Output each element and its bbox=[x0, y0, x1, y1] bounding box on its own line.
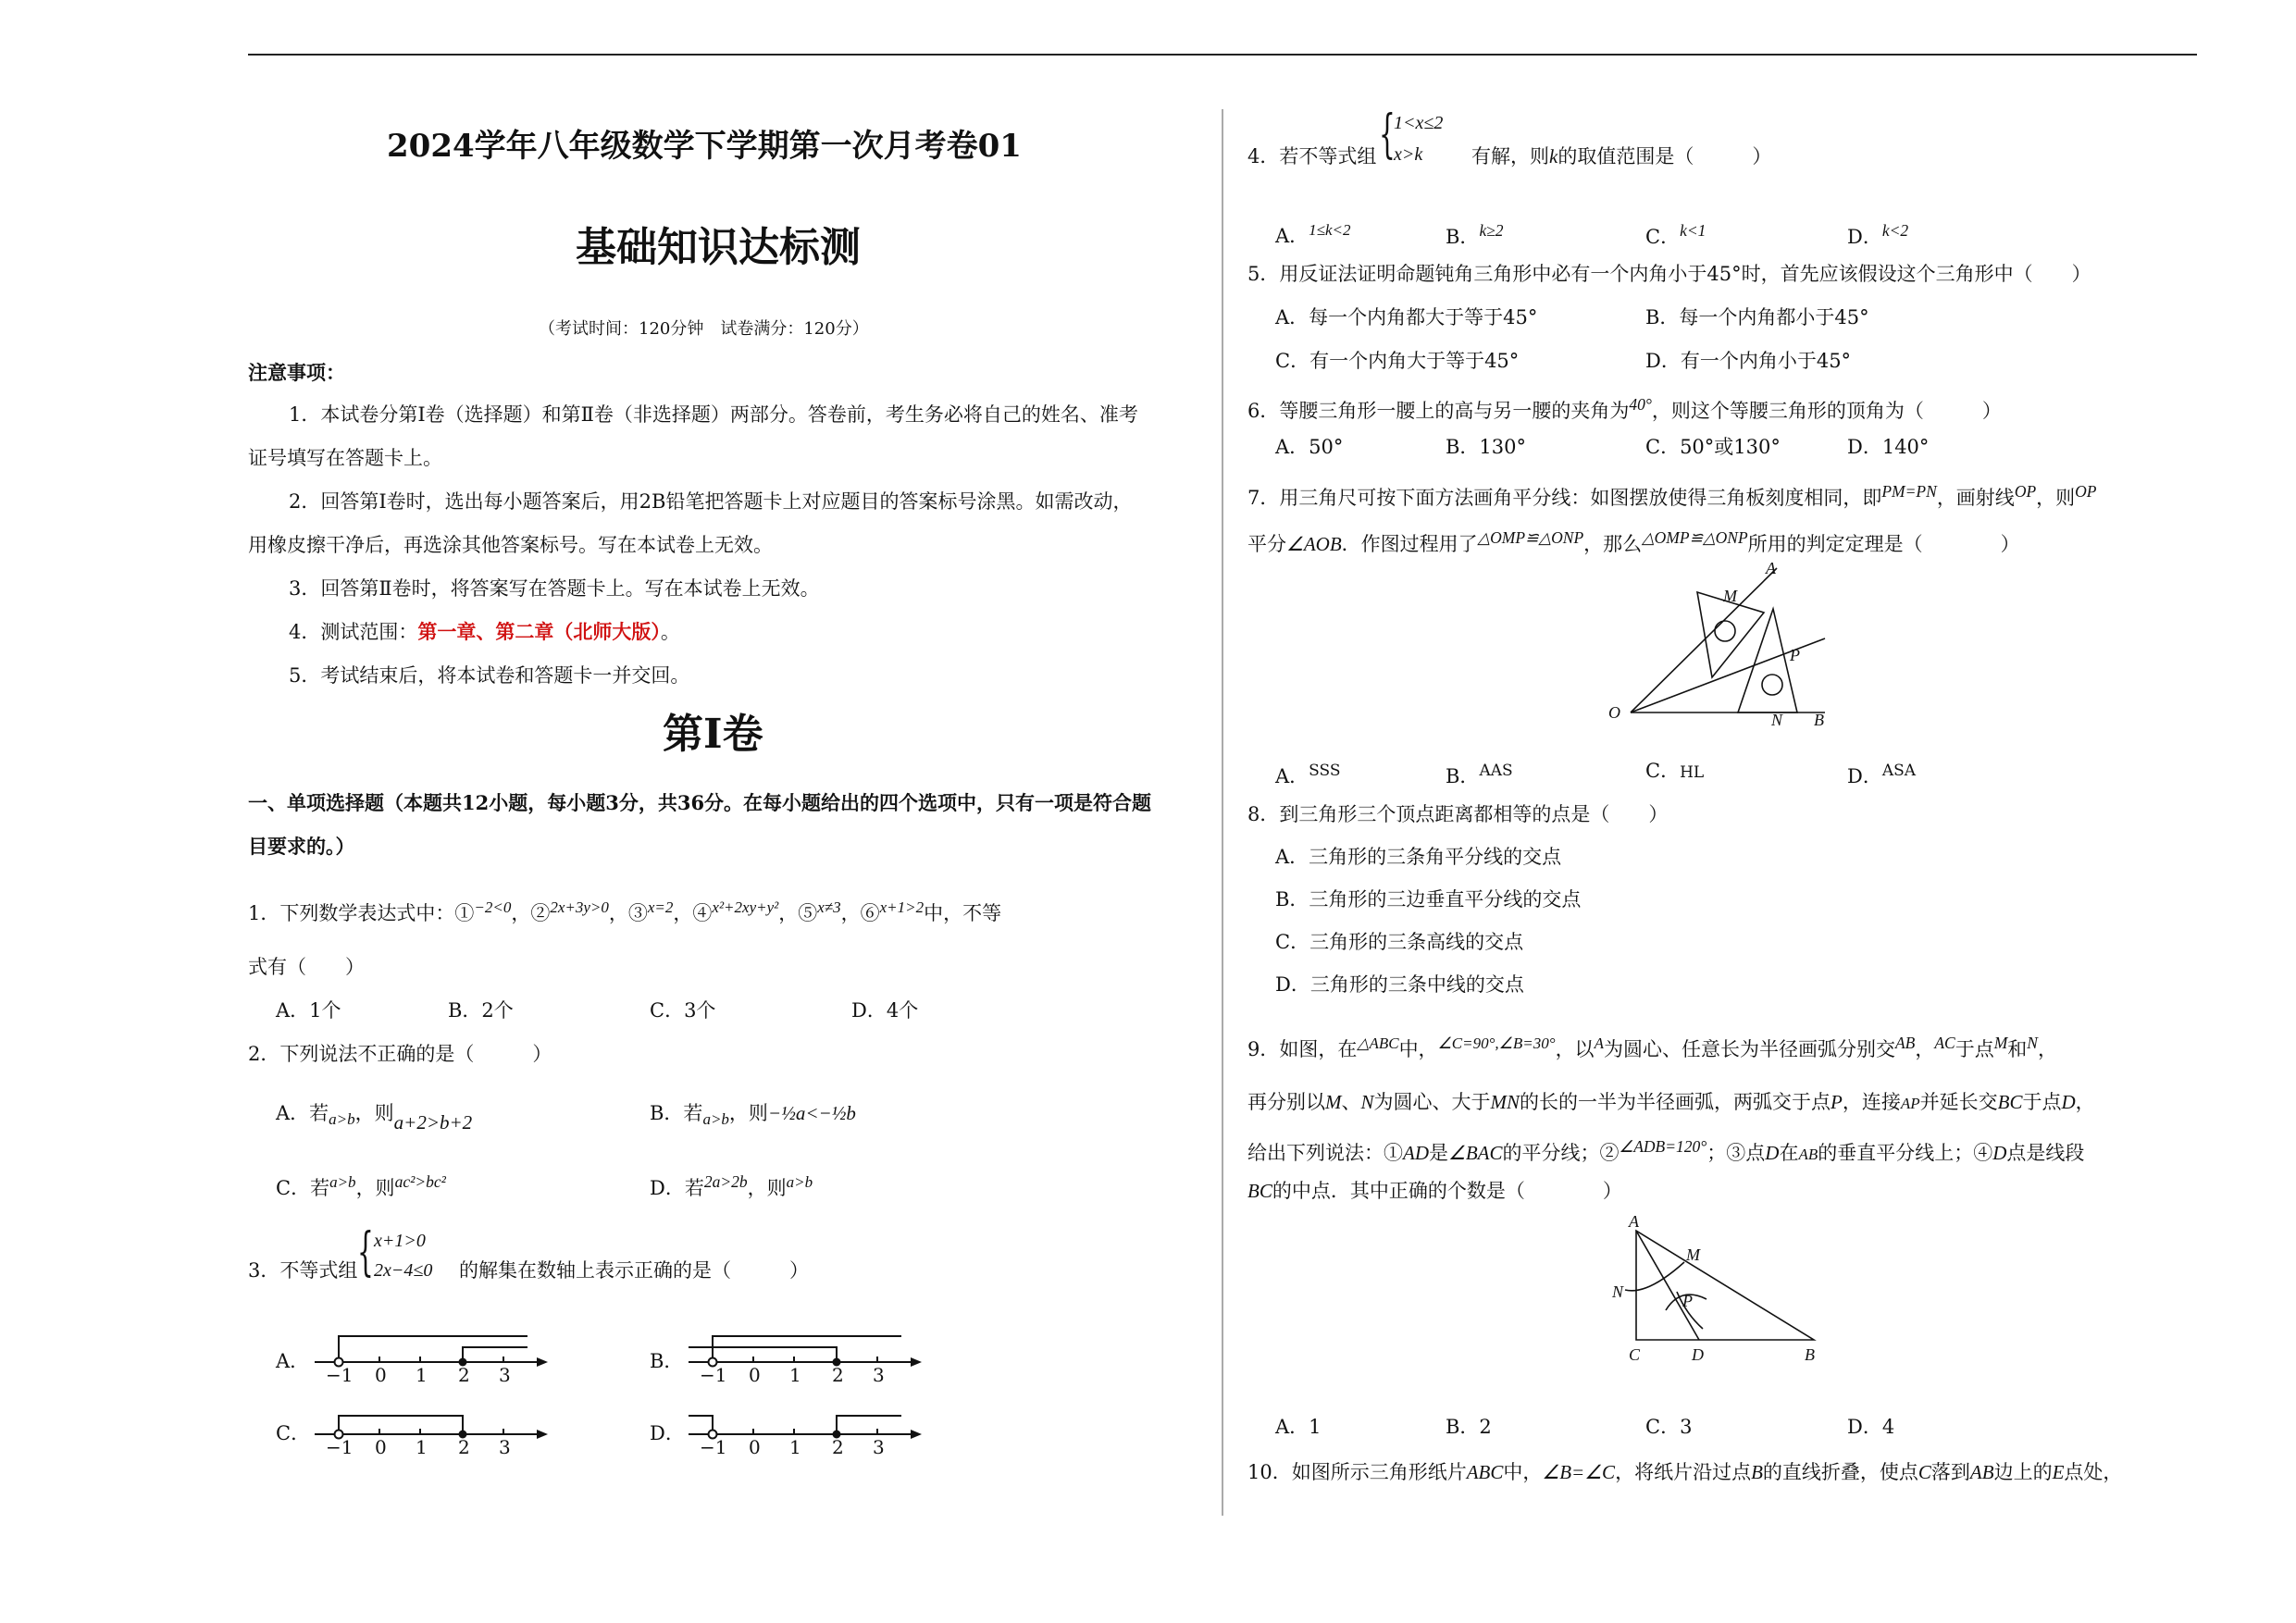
q7-l1-mid: ，画射线 bbox=[1936, 487, 2015, 509]
q7-l1-suffix: ，则 bbox=[2036, 487, 2076, 509]
q7-label-n: N bbox=[1771, 711, 1783, 729]
q9-l3-AD: AD bbox=[1403, 1142, 1429, 1164]
q9-l2-a: 再分别以 bbox=[1247, 1091, 1325, 1113]
q2-option-a[interactable] bbox=[276, 1099, 472, 1134]
q2-c-mid: ，则 bbox=[355, 1177, 395, 1199]
q4-prefix: 4．若不等式组 bbox=[1247, 145, 1377, 167]
q4-option-b[interactable] bbox=[1446, 217, 1504, 251]
q9-label-d: D bbox=[1692, 1345, 1704, 1364]
q9-l1-AB: AB bbox=[1894, 1034, 1916, 1052]
notice-1a: 1．本试卷分第Ⅰ卷（选择题）和第Ⅱ卷（非选择题）两部分。答卷前，考生务必将自己的姓名、准考 bbox=[289, 403, 1138, 426]
q1-expr3: x=2 bbox=[647, 898, 674, 916]
q3-a-tick-m1: −1 bbox=[326, 1364, 354, 1386]
q1-sep6: ，⑥ bbox=[840, 902, 880, 924]
q3-d-tick-0: 0 bbox=[749, 1436, 761, 1458]
q2-option-c[interactable] bbox=[276, 1168, 446, 1202]
q4-stem-tail bbox=[1471, 142, 1771, 170]
q3-b-tick-2: 2 bbox=[832, 1364, 844, 1386]
q9-l3-g: 点是线段 bbox=[2006, 1142, 2085, 1164]
q4-suffix: 的取值范围是（ ） bbox=[1558, 145, 1772, 167]
q2-stem: 2．下列说法不正确的是（ ） bbox=[248, 1043, 552, 1065]
q7-b-value: AAS bbox=[1479, 762, 1513, 780]
q9-l3-d: ；③点 bbox=[1706, 1142, 1766, 1164]
q1-sep2: ，② bbox=[511, 902, 551, 924]
q9-l1-M: M bbox=[1993, 1034, 2008, 1052]
q4-b-value: k≥2 bbox=[1479, 221, 1504, 240]
test-range: 第一章、第二章（北师大版） bbox=[417, 620, 661, 643]
notice-2b: 用橡皮擦干净后，再选涂其他答案标号。写在本试卷上无效。 bbox=[248, 534, 773, 556]
q4-option-a[interactable] bbox=[1275, 217, 1351, 250]
q9-l2-b: 、 bbox=[1341, 1091, 1361, 1113]
q8-option-b[interactable]: B．三角形的三边垂直平分线的交点 bbox=[1275, 888, 1582, 911]
q9-l3-D: D bbox=[1765, 1142, 1780, 1164]
q9-l2-MN: MN bbox=[1490, 1091, 1520, 1113]
q9-l2-f: 并延长交 bbox=[1919, 1091, 1998, 1113]
q9-label-b: B bbox=[1805, 1345, 1815, 1364]
q7-label-a: A bbox=[1766, 559, 1776, 577]
q4-c-label: C． bbox=[1645, 226, 1681, 248]
q3-d-tick-3: 3 bbox=[873, 1436, 885, 1458]
q7-option-a[interactable] bbox=[1275, 757, 1341, 790]
q7-d-value: ASA bbox=[1881, 762, 1917, 780]
q9-l3-c: 的平分线；② bbox=[1502, 1142, 1620, 1164]
q3-a-tick-1: 1 bbox=[416, 1364, 428, 1386]
q2-a-mid: ，则 bbox=[354, 1102, 394, 1124]
q1-option-d[interactable]: D．4个 bbox=[851, 999, 919, 1022]
q9-l2-h: ， bbox=[2075, 1091, 2095, 1113]
q9-label-c: C bbox=[1629, 1345, 1641, 1364]
q7-l1-op2: OP bbox=[2075, 482, 2097, 501]
q2-d-prefix: D．若 bbox=[650, 1177, 704, 1199]
q5-option-a[interactable]: A．每一个内角都大于等于45° bbox=[1275, 306, 1538, 328]
q7-a-label: A． bbox=[1275, 765, 1309, 787]
q9-l2-D: D bbox=[2061, 1091, 2076, 1113]
q7-option-b[interactable] bbox=[1446, 757, 1513, 790]
q1-sep3: ，③ bbox=[608, 902, 648, 924]
notice-3: 3．回答第Ⅱ卷时，将答案写在答题卡上。写在本试卷上无效。 bbox=[289, 577, 820, 600]
q9-l1-cond: ∠C=90°,∠B=30° bbox=[1437, 1035, 1556, 1052]
q7-c-value: HL bbox=[1680, 763, 1705, 782]
q9-l2-BC: BC bbox=[1997, 1091, 2023, 1113]
q7-l2-mid: ．作图过程用了 bbox=[1341, 533, 1478, 555]
q9-l3-a: 给出下列说法：① bbox=[1247, 1142, 1403, 1164]
q9-figure-right-triangle bbox=[1610, 1221, 1851, 1360]
q1-expr1: −2<0 bbox=[474, 898, 512, 916]
q3-c-tick-m1: −1 bbox=[326, 1436, 354, 1458]
exam-info: （考试时间：120分钟 试卷满分：120分） bbox=[539, 319, 869, 339]
q3-a-tick-0: 0 bbox=[375, 1364, 387, 1386]
q9-l4-BC: BC bbox=[1247, 1180, 1272, 1202]
q3-a-tick-2: 2 bbox=[458, 1364, 470, 1386]
q9-l3-BAC: ∠BAC bbox=[1448, 1142, 1503, 1164]
q9-stem-line3 bbox=[1247, 1133, 2084, 1169]
q3-b-tick-m1: −1 bbox=[700, 1364, 727, 1386]
q5-option-b[interactable]: B．每一个内角都小于45° bbox=[1645, 306, 1869, 328]
q8-stem: 8．到三角形三个顶点距离都相等的点是（ ） bbox=[1247, 803, 1669, 825]
q3-a-tick-3: 3 bbox=[499, 1364, 511, 1386]
q7-stem-line1 bbox=[1247, 477, 2096, 512]
notice-4-prefix: 4．测试范围： bbox=[289, 621, 418, 643]
q1-prefix: 1．下列数学表达式中：① bbox=[248, 902, 475, 924]
q9-l1-d: 为圆心、任意长为半径画弧分别交 bbox=[1603, 1038, 1895, 1060]
q10-AB: AB bbox=[1969, 1461, 1994, 1483]
q8-option-d[interactable]: D．三角形的三条中线的交点 bbox=[1275, 973, 1524, 996]
q9-l3-AB: AB bbox=[1798, 1146, 1818, 1163]
q3-c-tick-2: 2 bbox=[458, 1436, 470, 1458]
q2-c-result: ac²>bc² bbox=[394, 1172, 446, 1191]
q3-option-c-label[interactable]: C． bbox=[276, 1422, 311, 1444]
q4-ineq2: x>k bbox=[1394, 144, 1423, 165]
q9-l1-tri: △ABC bbox=[1357, 1035, 1399, 1052]
q5-option-c[interactable]: C．有一个内角大于等于45° bbox=[1275, 350, 1520, 372]
q2-c-cond: a>b bbox=[329, 1173, 356, 1191]
q1-expr6: x+1>2 bbox=[879, 898, 925, 916]
q9-l2-P: P bbox=[1831, 1091, 1843, 1113]
q7-option-d[interactable] bbox=[1847, 757, 1916, 790]
exam-subtitle: 基础知识达标测 bbox=[576, 224, 861, 271]
q8-option-c[interactable]: C．三角形的三条高线的交点 bbox=[1275, 931, 1524, 953]
q6-prefix: 6．等腰三角形一腰上的高与另一腰的夹角为 bbox=[1247, 400, 1630, 422]
q1-sep4: ，④ bbox=[673, 902, 713, 924]
q7-l2-cong2: △OMP≌△ONP bbox=[1642, 528, 1748, 547]
q1-stem bbox=[248, 894, 1001, 927]
q6-angle: 40° bbox=[1629, 395, 1652, 414]
q7-option-c[interactable] bbox=[1645, 757, 1704, 787]
q9-l1-b: 中， bbox=[1398, 1038, 1438, 1060]
q2-a-prefix: A．若 bbox=[276, 1102, 329, 1124]
q9-label-n: N bbox=[1612, 1282, 1624, 1301]
q7-l2-cong: △OMP≌△ONP bbox=[1477, 528, 1584, 547]
q3-c-tick-0: 0 bbox=[375, 1436, 387, 1458]
q3-option-b-label[interactable]: B． bbox=[650, 1350, 684, 1372]
q7-l2-suffix: 所用的判定定理是（ ） bbox=[1747, 533, 2020, 555]
q9-l1-a: 9．如图，在 bbox=[1247, 1038, 1358, 1060]
q4-option-d[interactable] bbox=[1847, 217, 1908, 251]
q9-stem-line4 bbox=[1247, 1177, 1622, 1205]
q9-l1-AC: AC bbox=[1934, 1034, 1955, 1052]
q9-label-p: P bbox=[1682, 1292, 1693, 1310]
q9-l2-e: ，连接 bbox=[1842, 1091, 1901, 1113]
q9-label-m: M bbox=[1686, 1245, 1700, 1264]
q3-c-tick-3: 3 bbox=[499, 1436, 511, 1458]
q9-option-a[interactable]: A．1 bbox=[1275, 1416, 1322, 1438]
q10-e: 落到 bbox=[1930, 1461, 1970, 1483]
q3-b-tick-1: 1 bbox=[789, 1364, 801, 1386]
q7-l1-prefix: 7．用三角尺可按下面方法画角平分线：如图摆放使得三角板刻度相同，即 bbox=[1247, 487, 1882, 509]
q10-B: B bbox=[1751, 1461, 1763, 1483]
q9-l3-e: 在 bbox=[1779, 1142, 1799, 1164]
q9-l2-AP: AP bbox=[1900, 1095, 1920, 1112]
q3-option-d-label[interactable]: D． bbox=[650, 1422, 685, 1444]
q3-d-tick-2: 2 bbox=[832, 1436, 844, 1458]
q6-option-c[interactable]: C．50°或130° bbox=[1645, 436, 1781, 458]
q1-suffix: 中，不等 bbox=[924, 902, 1002, 924]
q2-d-result: a>b bbox=[786, 1173, 813, 1191]
q9-l1-N: N bbox=[2027, 1034, 2038, 1052]
q4-d-value: k<2 bbox=[1881, 221, 1909, 240]
q2-a-result: a+2>b+2 bbox=[393, 1111, 473, 1134]
q9-l3-f: 的垂直平分线上；④ bbox=[1818, 1142, 1993, 1164]
q4-c-value: k<1 bbox=[1680, 221, 1706, 240]
q7-label-m: M bbox=[1723, 587, 1737, 605]
q9-option-b[interactable]: B．2 bbox=[1446, 1416, 1492, 1438]
q4-a-label: A． bbox=[1275, 225, 1309, 247]
q10-C: C bbox=[1917, 1461, 1931, 1483]
q9-option-d[interactable]: D．4 bbox=[1847, 1416, 1895, 1438]
q3-b-tick-3: 3 bbox=[873, 1364, 885, 1386]
section1-line1: 一、单项选择题（本题共12小题，每小题3分，共36分。在每小题给出的四个选项中，只有一项是符合题 bbox=[248, 791, 1152, 814]
q3-suffix: 的解集在数轴上表示正确的是（ ） bbox=[459, 1259, 809, 1282]
q3-brace: { bbox=[357, 1222, 374, 1282]
q5-option-d[interactable]: D．有一个内角小于45° bbox=[1645, 350, 1852, 372]
notice-title: 注意事项： bbox=[248, 361, 345, 384]
q7-l2-mid2: ，那么 bbox=[1583, 533, 1643, 555]
notice-1b: 证号填写在答题卡上。 bbox=[248, 447, 442, 469]
q7-b-label: B． bbox=[1446, 765, 1480, 787]
q7-label-o: O bbox=[1608, 703, 1620, 722]
q7-l1-eq: PM=PN bbox=[1881, 482, 1937, 501]
q9-stem-line2 bbox=[1247, 1088, 2095, 1118]
q7-stem-line2 bbox=[1247, 524, 2020, 558]
q4-var: k bbox=[1549, 145, 1558, 167]
q10-b: 中， bbox=[1503, 1461, 1543, 1483]
q7-c-label: C． bbox=[1645, 760, 1681, 782]
q9-l1-c: ，以 bbox=[1555, 1038, 1595, 1060]
q1-stem-line2: 式有（ ） bbox=[248, 956, 365, 978]
q7-label-b: B bbox=[1814, 711, 1824, 729]
notice-5: 5．考试结束后，将本试卷和答题卡一并交回。 bbox=[289, 664, 690, 687]
q10-g: 点处， bbox=[2064, 1461, 2123, 1483]
q9-l1-g: 和 bbox=[2007, 1038, 2028, 1060]
q6-option-d[interactable]: D．140° bbox=[1847, 436, 1930, 458]
q9-l2-N: N bbox=[1360, 1091, 1374, 1113]
q9-l4-a: 的中点．其中正确的个数是（ ） bbox=[1272, 1180, 1622, 1202]
q7-d-label: D． bbox=[1847, 765, 1882, 787]
q7-l1-op: OP bbox=[2014, 482, 2037, 501]
q3-prefix: 3．不等式组 bbox=[248, 1259, 358, 1282]
q9-option-c[interactable]: C．3 bbox=[1645, 1416, 1693, 1438]
q2-b-result: −½a<−½b bbox=[767, 1102, 856, 1124]
q10-c: ，将纸片沿过点 bbox=[1615, 1461, 1752, 1483]
q4-ineq1: 1<x≤2 bbox=[1394, 113, 1444, 133]
q2-d-cond: 2a>2b bbox=[703, 1172, 748, 1191]
column-divider bbox=[1222, 109, 1223, 1516]
q2-option-d[interactable] bbox=[650, 1168, 813, 1202]
q3-d-tick-m1: −1 bbox=[700, 1436, 727, 1458]
q9-l1-e: ， bbox=[1915, 1038, 1935, 1060]
q3-c-tick-1: 1 bbox=[416, 1436, 428, 1458]
q9-stem-line1 bbox=[1247, 1029, 2057, 1063]
volume-title: 第Ⅰ卷 bbox=[663, 711, 763, 758]
q9-l1-f: 于点 bbox=[1955, 1038, 1994, 1060]
q10-stem bbox=[1247, 1458, 2122, 1486]
q1-option-a[interactable]: A．1个 bbox=[276, 999, 341, 1022]
q4-d-label: D． bbox=[1847, 226, 1882, 248]
q3-ineq1: x+1>0 bbox=[374, 1231, 426, 1251]
q2-option-b[interactable] bbox=[650, 1099, 856, 1134]
q9-l3-D2: D bbox=[1992, 1142, 2007, 1164]
q2-a-cond: a>b bbox=[329, 1110, 355, 1129]
q3-option-a-label[interactable]: A． bbox=[276, 1350, 310, 1372]
q4-a-value: 1≤k<2 bbox=[1309, 221, 1351, 239]
q3-d-tick-1: 1 bbox=[789, 1436, 801, 1458]
q10-E: E bbox=[2052, 1461, 2065, 1483]
q6-suffix: ，则这个等腰三角形的顶角为（ ） bbox=[1651, 400, 2002, 422]
q9-l3-b: 是 bbox=[1429, 1142, 1448, 1164]
q3-b-tick-0: 0 bbox=[749, 1364, 761, 1386]
q2-b-cond: a>b bbox=[702, 1110, 729, 1129]
q1-expr2: 2x+3y>0 bbox=[550, 898, 609, 916]
q6-stem bbox=[1247, 390, 2002, 425]
top-rule bbox=[248, 54, 2197, 56]
q1-sep5: ，⑤ bbox=[778, 902, 818, 924]
q1-expr4: x²+2xy+y² bbox=[712, 898, 779, 916]
q9-l2-c: 为圆心、大于 bbox=[1373, 1091, 1491, 1113]
q9-l1-h: ， bbox=[2037, 1038, 2057, 1060]
q8-option-a[interactable]: A．三角形的三条角平分线的交点 bbox=[1275, 846, 1562, 868]
q7-label-p: P bbox=[1790, 646, 1800, 664]
notice-2a: 2．回答第Ⅰ卷时，选出每小题答案后，用2B铅笔把答题卡上对应题目的答案标号涂黑。如需改动， bbox=[289, 490, 1133, 513]
q4-brace: { bbox=[1379, 105, 1396, 165]
q4-option-c[interactable] bbox=[1645, 217, 1706, 251]
q10-abc: ABC bbox=[1466, 1461, 1504, 1483]
q10-a: 10．如图所示三角形纸片 bbox=[1247, 1461, 1467, 1483]
q2-d-mid: ，则 bbox=[747, 1177, 787, 1199]
q6-option-a[interactable]: A．50° bbox=[1275, 436, 1344, 458]
q4-b-label: B． bbox=[1446, 226, 1480, 248]
q9-l2-M: M bbox=[1325, 1091, 1342, 1113]
q5-stem: 5．用反证法证明命题钝角三角形中必有一个内角小于45°时，首先应该假设这个三角形中（ ） bbox=[1247, 263, 2091, 285]
q9-label-a: A bbox=[1629, 1212, 1639, 1231]
q3-ineq2: 2x−4≤0 bbox=[374, 1260, 433, 1281]
notice-4-suffix: 。 bbox=[660, 621, 680, 643]
q7-l2-angle: ∠AOB bbox=[1286, 533, 1342, 555]
q6-option-b[interactable]: B．130° bbox=[1446, 436, 1527, 458]
q1-option-c[interactable]: C．3个 bbox=[650, 999, 716, 1022]
q4-mid: 有解，则 bbox=[1471, 145, 1549, 167]
section1-line2: 目要求的。） bbox=[248, 835, 355, 858]
q2-b-prefix: B．若 bbox=[650, 1102, 703, 1124]
q1-expr5: x≠3 bbox=[817, 898, 841, 916]
notice-4 bbox=[289, 618, 680, 646]
q9-l1-pointA: A bbox=[1594, 1035, 1604, 1052]
q9-l3-ADB: ∠ADB=120° bbox=[1619, 1137, 1707, 1156]
q1-option-b[interactable]: B．2个 bbox=[448, 999, 514, 1022]
q10-f: 边上的 bbox=[1993, 1461, 2053, 1483]
q2-c-prefix: C．若 bbox=[276, 1177, 330, 1199]
q7-l2-prefix: 平分 bbox=[1247, 533, 1286, 555]
q10-cond: ∠B=∠C bbox=[1542, 1461, 1616, 1483]
q10-d: 的直线折叠，使点 bbox=[1762, 1461, 1918, 1483]
q7-a-value: SSS bbox=[1309, 762, 1341, 780]
exam-title: 2024学年八年级数学下学期第一次月考卷01 bbox=[387, 128, 1022, 165]
q9-l2-d: 的长的一半为半径画弧，两弧交于点 bbox=[1520, 1091, 1831, 1113]
q9-l2-g: 于点 bbox=[2022, 1091, 2062, 1113]
q2-b-mid: ，则 bbox=[728, 1102, 768, 1124]
